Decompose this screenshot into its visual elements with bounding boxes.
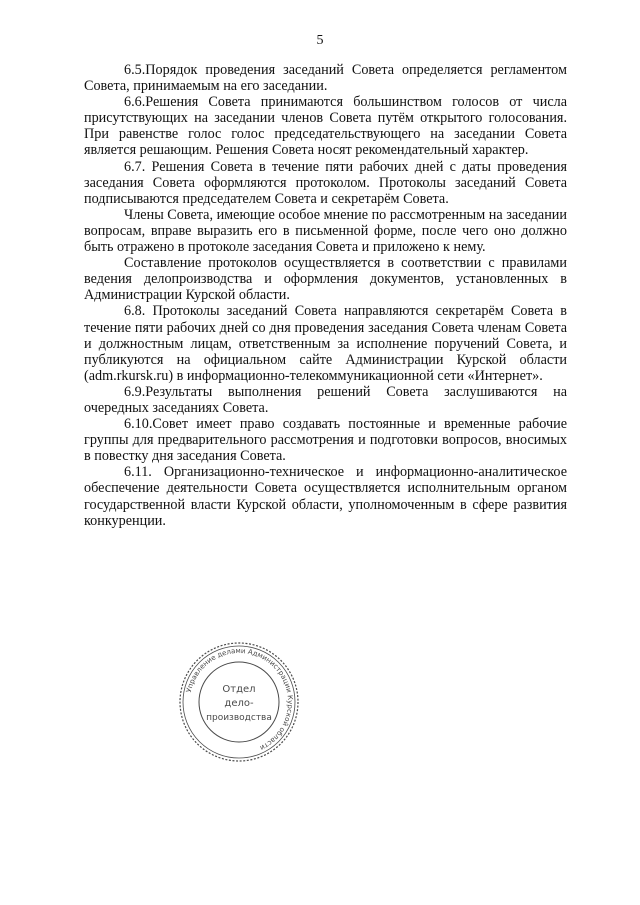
paragraph-6-8: 6.8. Протоколы заседаний Совета направляются секретарём Совета в течение пяти рабочих дней со дня проведения заседания Совета членам Совета и должностным лицам, ответственным за исполнение поручений Совета, и публикуются на официальном сайте Администрации Курской области (adm.rkursk.ru) в информационно-телекоммуникационной сети «Интернет». [84, 303, 567, 384]
seal-center-line-1: Отдел [222, 684, 256, 695]
seal-graphic [177, 640, 301, 764]
paragraph-6-7: 6.7. Решения Совета в течение пяти рабочих дней с даты проведения заседания Совета оформляются протоколом. Протоколы заседаний Совета подписываются председателем Совета и секретарём Совета. [84, 158, 567, 207]
paragraph-6-5: 6.5.Порядок проведения заседаний Совета определяется регламентом Совета, принимаемым на его заседании. [84, 62, 567, 95]
seal-ring-text: Управление делами Администрации Курской области [184, 646, 295, 752]
paragraph-6-10: 6.10.Совет имеет право создавать постоянные и временные рабочие группы для предварительного рассмотрения и подготовки вопросов, вносимых в повестку дня заседания Совета. [84, 416, 567, 465]
seal-center-line-3: производства [206, 713, 272, 723]
round-seal-icon [177, 640, 301, 764]
paragraph-6-9: 6.9.Результаты выполнения решений Совета заслушиваются на очередных заседаниях Совета. [84, 383, 567, 416]
paragraph-6-11: 6.11. Организационно-техническое и информационно-аналитическое обеспечение деятельности Совета осуществляется исполнительным органом государственной власти Курской области, уполномоченным в сфере развития конкуренции. [84, 464, 567, 529]
document-body [84, 62, 567, 529]
seal-center-line-2: дело- [224, 698, 254, 709]
paragraph-protocols: Составление протоколов осуществляется в соответствии с правилами ведения делопроизводства и оформления документов, установленных в Администрации Курской области. [84, 255, 567, 304]
page-number: 5 [316, 33, 324, 48]
paragraph-6-6: 6.6.Решения Совета принимаются большинством голосов от числа присутствующих на заседании членов Совета путём открытого голосования. При равенстве голос голос председательствующего на заседании Совета является решающим. Решения Совета носят рекомендательный характер. [84, 94, 567, 159]
paragraph-dissent: Члены Совета, имеющие особое мнение по рассмотренным на заседании вопросам, вправе выразить его в письменной форме, после чего оно должно быть отражено в протоколе заседания Совета и приложено к нему. [84, 206, 567, 256]
